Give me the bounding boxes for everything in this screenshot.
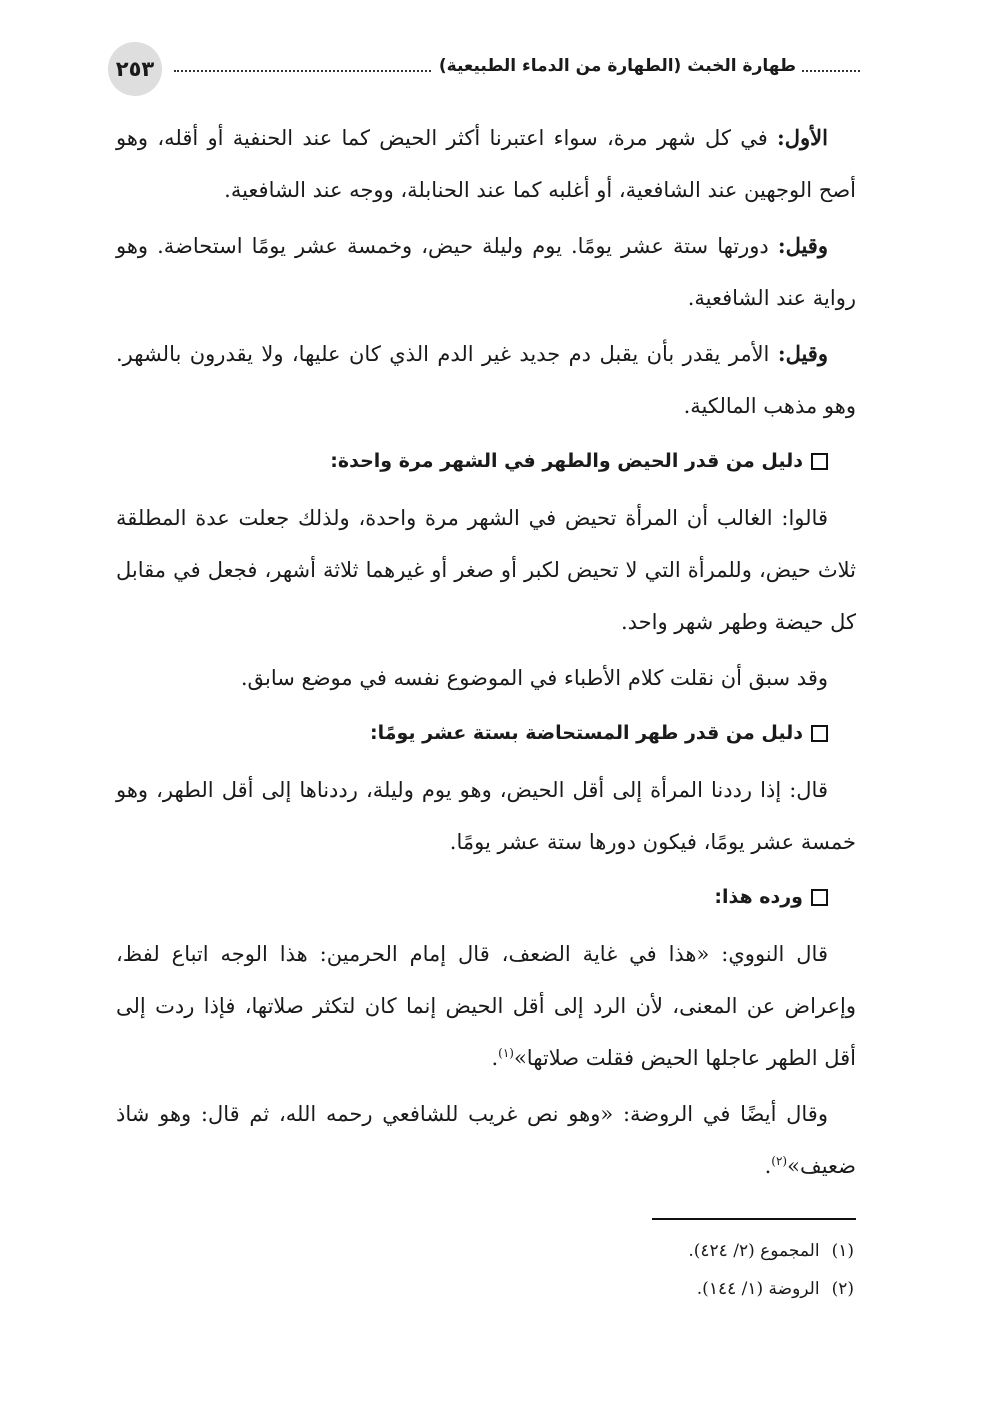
footnote-ref-2[interactable]: (٢) bbox=[771, 1154, 788, 1168]
square-bullet-icon bbox=[811, 725, 828, 742]
footnote-ref-1[interactable]: (١) bbox=[498, 1046, 514, 1060]
footnote-divider bbox=[652, 1218, 856, 1220]
paragraph-7-end: . bbox=[491, 1046, 499, 1070]
section-heading-3-text: ورده هذا: bbox=[714, 886, 803, 908]
paragraph-2-text: دورتها ستة عشر يومًا. يوم وليلة حيض، وخمسة عشر يومًا استحاضة. وهو رواية عند الشافعية. bbox=[116, 234, 856, 310]
page-number: ٢٥٣ bbox=[108, 42, 162, 96]
paragraph-5: وقد سبق أن نقلت كلام الأطباء في الموضوع نفسه في موضع سابق. bbox=[240, 666, 828, 690]
page-header bbox=[108, 42, 860, 96]
paragraph-3 bbox=[116, 328, 856, 432]
paragraph-3-text: الأمر يقدر بأن يقبل دم جديد غير الدم الذي كان عليها، ولا يقدرون بالشهر. وهو مذهب المالكية. bbox=[116, 342, 856, 418]
paragraph-1-lead: الأول: bbox=[777, 125, 828, 150]
page-body bbox=[116, 112, 856, 1196]
footnote-2-text: الروضة (١/ ١٤٤). bbox=[696, 1279, 820, 1299]
paragraph-2 bbox=[116, 220, 856, 324]
paragraph-8-end: . bbox=[764, 1154, 772, 1178]
paragraph-8 bbox=[116, 1088, 856, 1192]
paragraph-4: قالوا: الغالب أن المرأة تحيض في الشهر مرة واحدة، ولذلك جعلت عدة المطلقة ثلاث حيض، وللمرأة التي لا تحيض لكبر أو صغر أو غيرهما ثلاثة أشهر، فجعل في مقابل كل حيضة وطهر شهر واحد. bbox=[116, 506, 856, 634]
paragraph-1-text: في كل شهر مرة، سواء اعتبرنا أكثر الحيض كما عند الحنفية أو أقله، وهو أصح الوجهين عند الشافعية، أو أغلبه كما عند الحنابلة، ووجه عند الشافعية. bbox=[116, 126, 856, 202]
square-bullet-icon bbox=[811, 453, 828, 470]
paragraph-3-lead: وقيل: bbox=[777, 341, 828, 366]
footnote-2-number: (٢) bbox=[831, 1279, 854, 1299]
section-heading-2-text: دليل من قدر طهر المستحاضة بستة عشر يومًا: bbox=[370, 722, 803, 744]
paragraph-1 bbox=[116, 112, 856, 216]
paragraph-2-lead: وقيل: bbox=[777, 233, 828, 258]
footnote-1 bbox=[116, 1232, 856, 1270]
footnote-2 bbox=[116, 1270, 856, 1308]
footnotes bbox=[116, 1232, 856, 1308]
section-heading-2 bbox=[116, 708, 856, 758]
paragraph-7 bbox=[116, 928, 856, 1084]
paragraph-7-text: قال النووي: «هذا في غاية الضعف، قال إمام الحرمين: هذا الوجه اتباع لفظ، وإعراض عن المعنى، لأن الرد إلى أقل الحيض إنما كان لتكثر صلاتها، فإذا ردت إلى أقل الطهر عاجلها الحيض فقلت صلاتها» bbox=[116, 942, 856, 1070]
running-head bbox=[174, 56, 860, 76]
footnote-1-number: (١) bbox=[831, 1241, 854, 1261]
running-title: طهارة الخبث (الطهارة من الدماء الطبيعية) bbox=[438, 56, 796, 76]
square-bullet-icon bbox=[811, 889, 828, 906]
dot-leader-left bbox=[174, 70, 431, 72]
footnote-1-text: المجموع (٢/ ٤٢٤). bbox=[688, 1241, 820, 1261]
section-heading-1-text: دليل من قدر الحيض والطهر في الشهر مرة واحدة: bbox=[330, 450, 803, 472]
dot-leader-right bbox=[802, 70, 860, 72]
section-heading-3 bbox=[116, 872, 856, 922]
section-heading-1 bbox=[116, 436, 856, 486]
paragraph-8-text: وقال أيضًا في الروضة: «وهو نص غريب للشافعي رحمه الله، ثم قال: وهو شاذ ضعيف» bbox=[116, 1102, 856, 1178]
paragraph-6: قال: إذا رددنا المرأة إلى أقل الحيض، وهو يوم وليلة، رددناها إلى أقل الطهر، وهو خمسة عشر يومًا، فيكون دورها ستة عشر يومًا. bbox=[116, 778, 856, 854]
